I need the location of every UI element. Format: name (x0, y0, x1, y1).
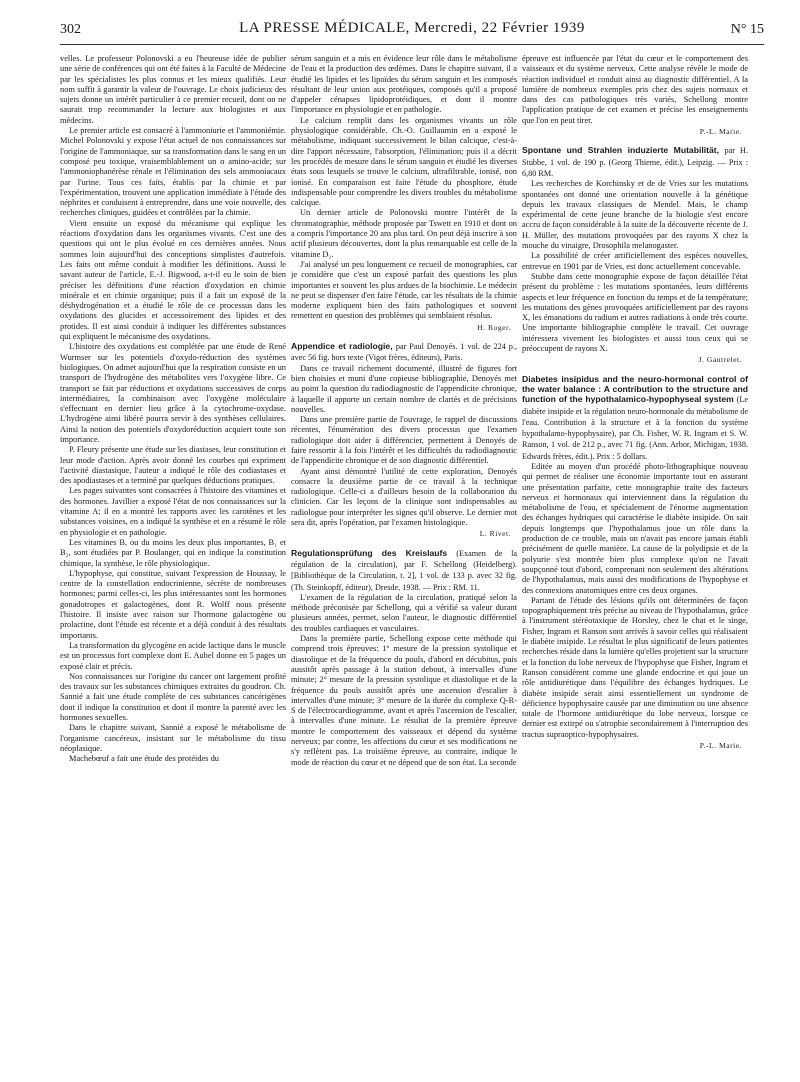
column-middle (291, 54, 517, 1076)
paragraph: Ayant ainsi démontré l'utilité de cette exploration, Denoyés consacre la deuxième partie de ce travail à la technique radiologique. Celle-ci a d'ailleurs besoin de la collaboration du clinicien. Car les leçons de la clinique sont indispensables au radiologue pour interpréter les signes qu'il observe. Le dernier mot sera dit, après l'opération, par l'examen histologique. (291, 466, 517, 528)
paragraph: Stubbe dans cette monographie expose de façon détaillée l'état présent du problème : les mutations spontanées, leurs différents aspects et leur fréquence en fonction du temps et de la température; les mutations des gènes provoquées artificiellement par des rayons X, les émanations du radium et autres radiations à onde très courte. Une importante bibliographie complète le travail. Cet ouvrage intéressera vivement les biologistes et aussi tous ceux qui se préoccupent de rayons X. (522, 271, 748, 354)
paragraph: Editée au moyen d'un procédé photo-lithographique nouveau qui permet de réaliser une économie importante tout en assurant une présentation parfaite, cette monographie traite des facteurs nerveux et hormonaux qui interviennent dans la régulation du métabolisme de l'eau, et spécialement de l'énorme augmentation des échanges hydriques qui caractérise le diabète insipide. On sait depuis longtemps que l'hypothalamus joue un rôle dans la production de ce trouble, mais on n'avait pas encore jamais établi précisément de quelle manière. La cause de la polydipsie et de la polyurie s'est montrée bien plus complexe qu'on ne l'avait soupçonné tout d'abord, comprenant non seulement des altérations de l'hypothalamus, mais aussi des modifications de l'hypophyse et des connexions anatomiques entre ces deux organes. (522, 461, 748, 595)
paragraph: velles. Le professeur Polonovski a eu l'heureuse idée de publier une série de conférences qui ont été faites à la Faculté de Médecine par les spécialistes les plus connus et les mieux qualifiés. Leur nom suffit à garantir la valeur de l'ouvrage. Le choix judicieux des sujets donne un intérêt particulier à ce premier recueil, dont on ne saurait trop recommander la lecture aux biologistes et aux médecins. (60, 54, 286, 125)
review-meta: par H. Stubbe, 1 vol. de 190 p. (Georg Thieme, édit.), Leipzig. — Prix : 6,80 RM. (522, 146, 748, 178)
paragraph: Dans ce travail richement documenté, illustré de figures fort bien choisies et muni d'une copieuse bibliographie, Denoyés met au point la question du radiodiagnostic de l'appendicite chronique, à laquelle il apporte un certain nombre de clartés et de précisions nouvelles. (291, 363, 517, 414)
paragraph: Les recherches de Korchinsky et de de Vries sur les mutations spontanées ont donné une orientation nouvelle à la génétique depuis les travaux classiques de Mendel. Mais, le champ expérimental de cette jeune branche de la biologie s'est encore accru de façon considérable à la suite de la découverte récente de J. H. Müller, des mutations provoquées par des rayons X chez la mouche du vinaigre, Drosophila melanogaster. (522, 179, 748, 251)
paragraph: épreuve est influencée par l'état du cœur et le comportement des vaisseaux et du système nerveux. Cette analyse révèle le mode de réaction individuel et conduit ainsi au diagnostic différentiel. A la lumière de nombreux exemples pris chez des sujets normaux et dans des cas pathologiques très variés, Schellong montre l'application pratique de cet examen et précise les enseignements que l'on en peut tirer. (522, 54, 748, 125)
paragraph: Nos connaissances sur l'origine du cancer ont largement profité des travaux sur les substances chimiques extraites du goudron. Ch. Sannié a fait une étude complète de ces substances cancérigènes dont il indique la constitution et dont il montre la parenté avec les hormones sexuelles. (60, 671, 286, 722)
paragraph: Dans une première partie de l'ouvrage, le rappel de discussions récentes, l'énumération des divers processus que l'examen radiologique doit aider à différencier, permettent à Denoyés de faire ressortir à la fois l'intérêt et les difficultés du radiodiagnostic de l'appendicite chronique et de son diagnostic différentiel. (291, 415, 517, 466)
paragraph: Vient ensuite un exposé du mécanisme qui explique les réactions d'oxydation dans les organismes vivants. C'est une des questions qui ont le plus évolué en ces dernières années. Nous sommes loin aujourd'hui des conceptions simplistes d'autrefois. Les faits ont même conduit à modifier les définitions. Aussi le savant auteur de l'article, E.-J. Bigwood, a-t-il eu le soin de bien préciser les définitions d'une réaction d'oxydation en chimie minérale et en chimie organique; puis il a fait un exposé de la déshydrogénation et a étudié le rôle de ce processus dans les oxydations des glucides et accessoirement des lipides et des protides. Il est ainsi conduit à indiquer les différentes substances qui expliquent le mécanisme des oxydations. (60, 218, 286, 342)
paragraph: Les pages suivantes sont consacrées à l'histoire des vitamines et des hormones. Javillier a exposé l'état de nos connaissances sur la vitamine A; il en a montré les rapports avec les carotènes et les substances voisines, en a indiqué la synthèse et en a résumé le rôle en physiologie et en pathologie. (60, 486, 286, 537)
review-meta: (Examen de la régulation de la circulation), par F. Schellong (Heidelberg). [Bibliothèque de la Circulation, t. 2], 1 vol. de 133 p. avec 32 fig. (Th. Steinkopff, éditeur), Dresde, 1938. — Prix : RM. 11. (291, 548, 517, 592)
review-title: Spontane und Strahlen induzierte Mutabilität, (522, 145, 720, 156)
paragraph: L'histoire des oxydations est complétée par une étude de René Wurmser sur les potentiels d'oxydo-réduction des systèmes biologiques. On admet aujourd'hui que la respiration consiste en un transport de l'hydrogène des métabolites vers l'oxygène libre. Ce transport se fait par réductions et oxydations successives de corps intermédiaires, la combinaison avec l'oxygène moléculaire s'effectuant en dernier lieu grâce à la cytochrome-oxydase. L'hydrogène ainsi libéré pourra servir à des synthèses cellulaires. Ainsi la notion des potentiels d'oxydoréduction acquiert toute son importance. (60, 342, 286, 444)
paragraph: La possibilité de créer artificiellement des espèces nouvelles, entrevue en 1901 par de Vries, est donc actuellement concevable. (522, 251, 748, 271)
issue-number: N° 15 (730, 22, 764, 37)
review-signature: L. Rivet. (479, 529, 511, 539)
paragraph: Le calcium remplit dans les organismes vivants un rôle physiologique considérable. Ch.-O. Guillaumin en a exposé le métabolisme, indiquant successivement le bilan calcique, c'est-à-dire l'apport nécessaire, l'absorption, l'élimination; puis il a décrit les procédés de mesure dans le sérum sanguin et étudié les diverses états sous lesquels se trouve le calcium, ultrafiltrable, ionisé, non ionisé. En comparaison est faite l'étude du phosphore, étude indispensable pour comprendre les divers troubles du métabolisme calcique. (291, 115, 517, 208)
page-number: 302 (60, 22, 81, 37)
header-rule (60, 44, 764, 45)
review-title: Regulationsprüfung des Kreislaufs (291, 547, 448, 558)
review-heading (522, 145, 748, 179)
paragraph: sérum sanguin et a mis en évidence leur rôle dans le métabolisme de l'eau et la production des œdèmes. Dans le chapitre suivant, il a étudié les lipides et les lipoïdes du sérum sanguin et les composés résultant de leur union aux protéiques, composés qu'il a proposé d'appeler cénapses lipidoprotéidiques, et dont il montre l'importance en physiologie et en pathologie. (291, 54, 517, 115)
review-signature: J. Gautrelet. (698, 355, 742, 365)
paragraph: L'examen de la régulation de la circulation, pratiqué selon la méthode préconisée par Schellong, qui a vérifié sa valeur durant plusieurs années, permet, selon l'auteur, le diagnostic différentiel des troubles cardiaques et vasculaires. (291, 592, 517, 633)
page-header (60, 18, 764, 46)
paragraph: L'hypophyse, qui constitue, suivant l'expression de Houssay, le centre de la constellation endocrinienne, sécrète de nombreuses hormones; parmi celles-ci, les plus intéressantes sont les hormones gonadotropes et galactogènes, dont R. Wolff nous présente l'histoire. Il insiste avec raison sur l'hormone galactogène ou prolactine, dont l'étude est récente et a déjà conduit à des résultats importants. (60, 568, 286, 640)
review-heading (291, 341, 517, 364)
review-signature: P.-L. Marie. (699, 741, 742, 750)
review-signature: P.-L. Marie. (699, 127, 742, 137)
paragraph: Dans la première partie, Schellong expose cette méthode qui comprend trois épreuves: 1° mesure de la pression systolique et diastolique et de la fréquence du pouls, d'abord en décubitus, puis aussitôt après passage à la station debout, à intervalles d'une minute; 2° mesure de la pression systolique et diastolique et de la fréquence du pouls aussitôt après une ascension d'escalier à intervalles d'une minute; 3° mesure de la durée du complexe Q-R-S de l'électrocardiogramme, avant et après l'ascension de l'escalier, à intervalles d'une minute. Le résultat de la première épreuve montre le comportement des vaisseaux et dépend du système nerveux; par contre, les affections du cœur et ses modifications ne s'y reflètent pas. La troisième épreuve, au contraire, indique le mode de réaction du cœur et ne dépend que de son état. La seconde (291, 634, 517, 767)
paragraph: Les vitamines B, ou du moins les deux plus importantes, B₁ et B₂, sont étudiées par P. Boulanger, qui en indique la constitution chimique, la synthèse, le rôle physiologique. (60, 537, 286, 568)
column-right (522, 54, 748, 1076)
column-left (60, 54, 286, 1076)
review-signature: H. Roger. (477, 322, 511, 332)
review-meta: (Le diabète insipide et la régulation neuro-hormonale du métabolisme de l'eau. Contribution à la structure et à la fonction du système hypothalamo-hypophysaire), par Ch. Fisher, W. R. Ingram et S. W. Ranson, 1 vol. de 212 p., avec 71 fig. (Ann. Arbor, Michigan, 1938. Edwards frères, édit.). Prix : 5 dollars. (522, 395, 748, 461)
journal-title: LA PRESSE MÉDICALE, Mercredi, 22 Février 1939 (239, 20, 585, 36)
paragraph: J'ai analysé un peu longuement ce recueil de monographies, car je considère que c'est un exposé parfait des questions les plus importantes et souvent les plus ardues de la biochimie. Le médecin ne peut se dispenser d'en faire l'étude, car les résultats de la chimie moderne expliquent bien des faits pathologiques et souvent remettent en question des problèmes qui semblaient résolus. (291, 259, 517, 321)
review-title: Diabetes insipidus and the neuro-hormonal control of the water balance : A contribution to the structure and function of the hypothalamico-hypophyseal system (522, 373, 748, 405)
paragraph: Le premier article est consacré à l'ammoniurie et l'ammoniémie. Michel Polonovski y expose l'état actuel de nos connaissances sur l'origine de l'ammoniaque, sur sa transformation dans le sang en un composé peu toxique, vraisemblablement un α amino-acide; sur l'ammoniophanérèse rénale et l'élimination des sels ammoniacaux par l'urine. Tous ces faits, établis par la chimie et par l'expérimentation, trouvent une application immédiate à l'étude des néphrites et conduisent à entreprendre, dans une voie nouvelle, des recherches cliniques, guidées et contrôlées par la chimie. (60, 126, 286, 218)
review-title: Appendice et radiologie, (291, 341, 393, 352)
paragraph: Machebœuf a fait une étude des protéides du (69, 754, 219, 764)
paragraph: La transformation du glycogène en acide lactique dans le muscle est un processus fort complexe dont E. Aubel donne en 5 pages un exposé clair et précis. (60, 640, 286, 671)
review-meta: par Paul Denoyés. 1 vol. de 224 p., avec 56 fig. hors texte (Vigot frères, éditeurs), Paris. (291, 342, 517, 363)
paragraph: Dans le chapitre suivant, Sannié a exposé le métabolisme de l'organisme cancéreux, insistant sur le métabolisme du tissu néoplasique. (60, 723, 286, 753)
paragraph: P. Fleury présente une étude sur les diastases, leur constitution et leur mode d'action. Après avoir donné les courbes qui expriment l'activité diastasique, l'auteur a indiqué le rôle des codiastases et des apodiastases et a terminé par quelques déductions pratiques. (60, 445, 286, 486)
paragraph: Un dernier article de Polonovski montre l'intérêt de la chromatographie, méthode proposée par Tswett en 1910 et dont on a compris l'importance 20 ans plus tard. On peut déjà inscrire à son actif plusieurs découvertes, dont la plus remarquable est celle de la vitamine D₂. (291, 208, 517, 259)
paragraph: Partant de l'étude des lésions qu'ils ont déterminées de façon topographiquement très précise au niveau de l'hypothalamus, grâce à l'instrument stéréotaxique de Horsley, chez le chat et le singe, Fisher, Ingram et Ranson sont arrivés à savoir celles qui réalisaient le diabète insipide. Le résultat le plus significatif de leurs patientes recherches réside dans la lumière qu'elles projettent sur la structure et la fonction du lobe nerveux de l'hypophyse que Fisher, Ingram et Ranson considèrent comme une glande endocrine et qui joue un rôle antidiurétique dans l'équilibre des échanges hydriques. Le diabète insipide serait ainsi essentiellement un syndrome de déficience hypophysaire causée par une diminution ou une absence totale de l'hormone antidiurétique du lobe nerveux, lorsque ce dernier est extirpé ou s'atrophie secondairement à l'interruption des tractus supraoptico-hypophysaires. (522, 595, 748, 739)
review-heading (291, 548, 517, 593)
review-heading (522, 374, 748, 462)
